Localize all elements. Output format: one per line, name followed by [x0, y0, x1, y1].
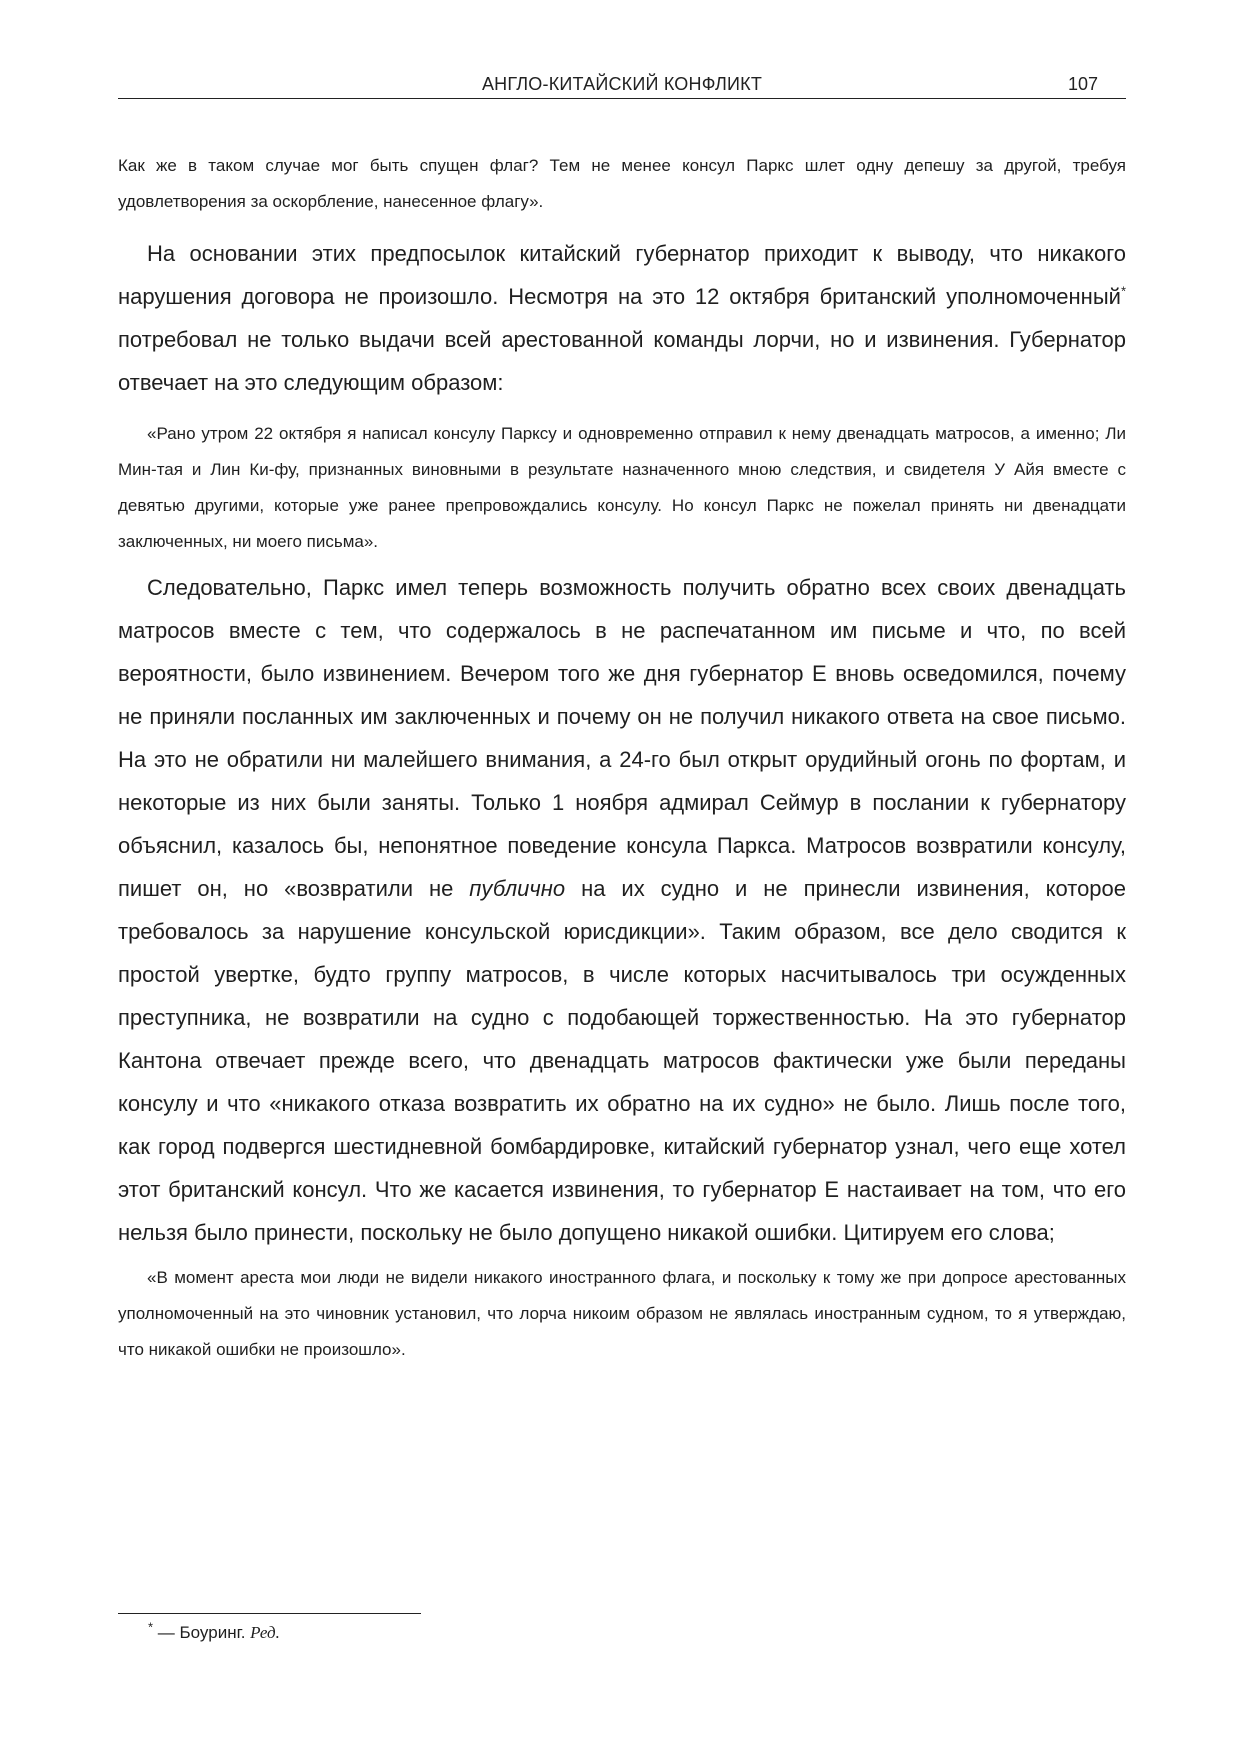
footnote-divider: [118, 1613, 421, 1614]
footnote-text: — Боуринг.: [153, 1623, 251, 1642]
document-page: [118, 0, 1126, 1753]
body-text: [118, 148, 1126, 1368]
footnote: [148, 1619, 280, 1643]
paragraph-2: [118, 566, 1126, 1254]
paragraph-2-text-b: на их судно и не принесли извинения, которое требовалось за нарушение консульской юрисдикции». Таким образом, все дело сводится к простой увертке, будто группу матросов, в числе которых насчитывалось три осужденных преступника, не возвратили на судно с подобающей торжественностью. На это губернатор Кантона отвечает прежде всего, что двенадцать матросов фактически уже были переданы консулу и что «никакого отказа возвратить их обратно на их судно» не было. Лишь после того, как город подвергся шестидневной бомбардировке, китайский губернатор узнал, чего еще хотел этот британский консул. Что же касается извинения, то губернатор Е настаивает на том, что его нельзя было принести, поскольку не было допущено никакой ошибки. Цитируем его слова;: [118, 876, 1127, 1245]
footnote-ref-mark[interactable]: *: [1120, 283, 1126, 299]
page-number: 107: [1067, 74, 1098, 94]
paragraph-2-emphasis: публично: [469, 876, 566, 901]
paragraph-2-text-a: Следовательно, Паркс имел теперь возможность получить обратно всех своих двенадцать матросов вместе с тем, что содержалось в не распечатанном им письме и что, по всей вероятности, было извинением. Вечером того же дня губернатор Е вновь осведомился, почему не приняли посланных им заключенных и почему он не получил никакого ответа на свое письмо. На это не обратили ни малейшего внимания, а 24-го был открыт орудийный огонь по фортам, и некоторые из них были заняты. Только 1 ноября адмирал Сеймур в послании к губернатору объяснил, казалось бы, непонятное поведение консула Паркса. Матросов возвратили консулу, пишет он, но «возвратили не: [118, 575, 1126, 901]
quote-block-2: «Рано утром 22 октября я написал консулу Парксу и одновременно отправил к нему двенадцать матросов, а именно; Ли Мин-тая и Лин Ки-фу, признанных виновными в результате назначенного мною следствия, и свидетеля У Айя вместе с девятью другими, которые уже ранее препровождались консулу. Но консул Паркс не пожелал принять ни двенадцати заключенных, ни моего письма».: [118, 424, 1126, 551]
paragraph-1: [118, 232, 1126, 404]
paragraph-1-text-a: На основании этих предпосылок китайский губернатор приходит к выводу, что никакого нарушения договора не произошло. Несмотря на это 12 октября британский уполномоченный: [118, 241, 1126, 309]
running-header: [118, 72, 1126, 99]
quote-block-1: Как же в таком случае мог быть спущен флаг? Тем не менее консул Паркс шлет одну депешу за другой, требуя удовлетворения за оскорбление, нанесенное флагу».: [118, 156, 1126, 211]
footnote-mark: *: [148, 1619, 154, 1635]
quote-block-3: «В момент ареста мои люди не видели никакого иностранного флага, и поскольку к тому же при допросе арестованных уполномоченный на это чиновник установил, что лорча никоим образом не являлась иностранным судном, то я утверждаю, что никакой ошибки не произошло».: [118, 1268, 1126, 1359]
paragraph-1-text-b: потребовал не только выдачи всей арестованной команды лорчи, но и извинения. Губернатор отвечает на это следующим образом:: [118, 327, 1126, 395]
running-title: АНГЛО-КИТАЙСКИЙ КОНФЛИКТ: [481, 74, 763, 94]
footnote-editor-note: Ред.: [250, 1623, 280, 1642]
